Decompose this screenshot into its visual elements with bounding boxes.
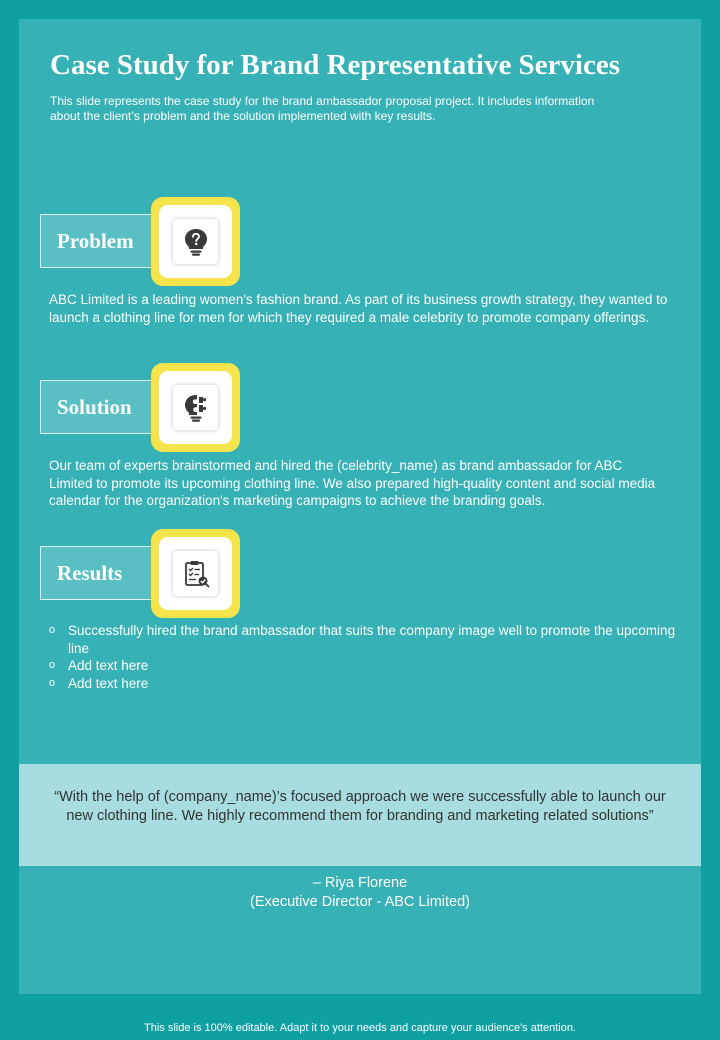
solution-heading: Solution — [40, 380, 170, 434]
list-item: o Add text here — [49, 658, 149, 673]
slide-panel — [19, 19, 701, 994]
page-title: Case Study for Brand Representative Services — [50, 49, 621, 81]
problem-icon-frame — [151, 197, 240, 286]
solution-text: Our team of experts brainstormed and hired the (celebrity_name) as brand ambassador for ABC Limited to promote its upcoming clothing line. We also prepared high-quality content and social media calendar for the organization's marketing campaigns to achieve the branding goals. — [49, 458, 656, 508]
page-subtitle: This slide represents the case study for the brand ambassador proposal project. It includes information about the client’s problem and the solution implemented with key results. — [50, 94, 595, 123]
list-item: o Successfully hired the brand ambassador that suits the company image well to promote the upcoming line — [49, 623, 676, 656]
problem-heading: Problem — [40, 214, 170, 268]
bullet-icon: o — [49, 624, 56, 636]
lightbulb-question-icon — [182, 227, 210, 257]
author-name: – Riya Florene — [312, 875, 408, 891]
lightbulb-puzzle-icon — [182, 393, 210, 423]
solution-icon-frame — [151, 363, 240, 452]
clipboard-check-icon — [182, 559, 210, 589]
list-item: o Add text here — [49, 675, 149, 691]
results-list — [49, 622, 679, 692]
results-icon-frame — [151, 529, 240, 618]
problem-text: ABC Limited is a leading women's fashion brand. As part of its business growth strategy, they wanted to launch a clothing line for men for which they required a male celebrity to promote company offerings. — [49, 292, 668, 325]
results-heading: Results — [40, 546, 170, 600]
testimonial-author — [19, 874, 701, 912]
bullet-icon: o — [49, 659, 56, 671]
author-title: (Executive Director - ABC Limited) — [250, 894, 470, 910]
bullet-icon: o — [49, 676, 56, 689]
testimonial-band — [19, 764, 701, 866]
footer-note: This slide is 100% editable. Adapt it to your needs and capture your audience's attention. — [144, 1022, 576, 1034]
testimonial-quote: “With the help of (company_name)’s focused approach we were successfully able to launch our new clothing line. We highly recommend them for branding and marketing related solutions” — [54, 789, 666, 824]
